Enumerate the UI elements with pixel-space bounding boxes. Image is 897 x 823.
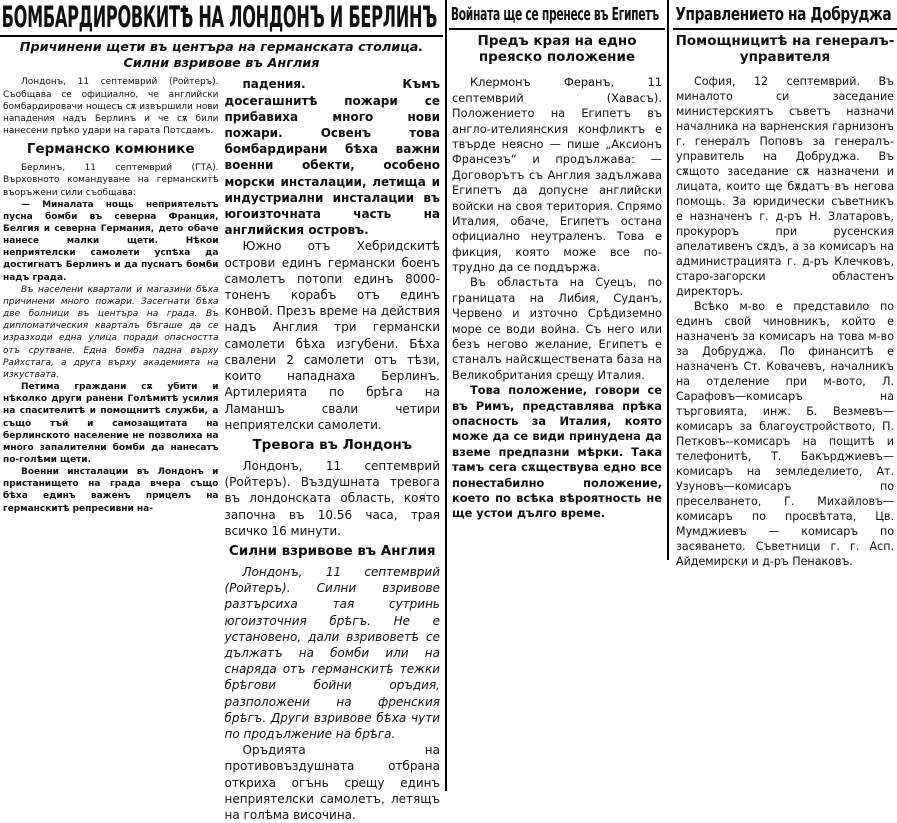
paragraph: Клермонъ Феранъ, 11 септемврий (Хавасъ). Положението на Египетъ въ англо-ителиянския конфликтъ е твърде неясно — пише „Аксионъ Франсезъ“ и продължава: — Договорътъ съ Англия задължава Египетъ да допусне английски войски на своя територия. Спрямо Италия, обаче, Египетъ остана официално неутраленъ. Това е фикция, която може все по-трудно да се поддържа. — [452, 75, 662, 275]
paragraph: Всѣко м-во е представило по единъ свой чиновникъ, който е назначенъ за комисаръ на това м-во за Добруджа. По финанситѣ е назначенъ Ст. Ковачевъ, началникъ на отделение при м-вото, Л. Сарафовъ—комисаръ на търговията, инж. Б. Везмевъ—комисаръ за благоустройството, П. Петковъ--комисаръ на пощитѣ и телефонитѣ, Т. Бакърджиевъ—комисаръ на земледелието, Ат. Узуновъ—комисаръ по преселването, Г. Михайловъ—комисаръ по просвѣтата, Цв. Мумджиевъ — комисаръ по засяването. Съветници г. г. Асп. Айдемирски и д-ръ Пенаковъ. — [676, 300, 894, 568]
paragraph: Военни инсталации въ Лондонъ и пристанището на града вчера също бѣха единъ важенъ прицелъ на германскитѣ репресивни на- — [3, 467, 219, 514]
column-right — [225, 76, 441, 823]
paragraph: — Миналата нощь неприятельтъ пусна бомби въ северна Франция, Белгия и северна Германия, дето обаче нанесе малки щети. Нѣкои неприятелски самолети успѣха да достигнатъ Берлинъ и да пуснатъ бомби надъ града. — [3, 199, 219, 283]
paragraph: Петима граждани сѫ убити и нѣколко други ранени Голѣмитѣ усилия на спасителитѣ и помощнитѣ служби, а също тъй и самозащитата на берлинското население не позволиха на много запалителни бомби да нанесатъ по-голѣми щети. — [3, 382, 219, 465]
paragraph: Лондонъ, 11 септемврий (Ройтеръ). Въздушната тревога въ лондонската область, която започна въ 10.56 часа, трая всичко 16 минути. — [224, 458, 440, 538]
divider — [0, 35, 443, 37]
paragraph: София, 12 септемврий. Въ миналото си заседание министерскиятъ съветъ назначи началника на варненския гарнизонъ г. генералъ Поповъ за генералъ-управитель на Добруджа. Въ сѫщото заседание сѫ назначени и лицата, които ще бѫдатъ въ негова помощь. За юридически съветникъ е назначенъ г. д-ръ Н. Златаровъ, прокуроръ при русенския апелативенъ сѫдъ, а за комисаръ на администрацията г. д-ръ Клечковъ, старо-загорски областенъ директоръ. — [676, 75, 894, 299]
subhead-dobrudzha: Помощницитѣ на генералъ-управителя — [675, 33, 895, 66]
section-heading: Тревога въ Лондонъ — [252, 436, 413, 453]
article-dobrudzha — [673, 0, 897, 600]
paragraph: Лондонъ, 11 септемврий (Ройтеръ). Съобщава се официално, че английски бомбардировачи нощесъ сѫ извършили нови нападения надъ Берлинъ и че сѫ били нанесени прѣко удари на гарата Потсдамъ. — [3, 77, 219, 137]
paragraph: падения. Къмъ досегашнитѣ пожари се прибавиха много нови пожари. Освенъ това бомбардирани бѣха важни военни обекти, особено морски инсталации, летища и индустриални инсталации въ югоизточната часть на английския островъ. — [224, 77, 440, 238]
column-left — [3, 76, 219, 823]
headline-dobrudzha: Управлението на Добруджа — [675, 5, 892, 25]
headline-bombings: БОМБАРДИРОВКИТѢ НА ЛОНДОНЪ И БЕРЛИНЪ — [1, 0, 438, 34]
divider — [449, 28, 665, 30]
article-bombings-body — [0, 76, 443, 823]
paragraph: Въ населени квартали и магазини бѣха причинени много пожари. Засегнати бѣха две болници въ центъра на града. Въ дипломатическия кварталъ бѣгаше да се изразходи една улица поради опасността отъ срутване. Една бомба падна върху Райхстага, а друга върху академията на изкуствата. — [3, 284, 219, 380]
paragraph: Въ областьта на Суецъ, по границата на Либия, Суданъ, Червено и източно Срѣдиземно море се води война. Съ него или безъ негово желание, Египетъ е станалъ найсѫществената база на Великобритания срещу Италия. — [452, 275, 662, 382]
subhead-bombings: Причинени щети въ центъра на германската столица. Силни взривове въ Англия — [19, 40, 424, 72]
column-divider — [667, 0, 669, 560]
article-dobrudzha-body — [673, 75, 897, 569]
paragraph: Оръдията на противовъздушната отбрана откриха огънь срещу единъ неприятелски самолетъ, летящъ на голѣма височина. — [224, 743, 440, 822]
subhead-egypt: Предъ края на едно преяско положение — [477, 33, 637, 66]
paragraph: Южно отъ Хебридскитѣ острови единъ германски боенъ самолетъ потопи единъ 8000-тоненъ корабъ отъ единъ конвой. Презъ време на действия надъ Англия три германски самолети бѣха изгубени. Бѣха свалени 2 самолети отъ тѣзи, които нападнаха Берлинъ. Артилерията по брѣга на Ламаншъ свали четири неприятелски самолети. — [224, 239, 440, 432]
paragraph: Лондонъ, 11 септемврий (Ройтеръ). Силни взривове разтърсиха тая сутринь югоизточния брѣгъ. Не е установено, дали взривоветѣ се дължатъ на бомби или на снаряда отъ германскитѣ тежки брѣгови бойни оръдия, разположени на френския брѣгъ. Други взривове бѣха чути по продължение на брѣга. — [224, 564, 440, 741]
paragraph: Това положение, говори се въ Римъ, представлява прѣка опасность за Италия, която може да се види принудена да вземе предпазни мѣрки. Така тамъ сега сѫществува едно все понестабилно положение, което по всѣка вѣроятность не ще устои дълго време. — [452, 383, 662, 521]
article-egypt-body — [449, 75, 665, 521]
section-heading: Силни взривове въ Англия — [228, 542, 436, 559]
headline-egypt: Войната ще се пренесе въ Египетъ — [450, 5, 659, 25]
section-heading: Германско комюнике — [26, 141, 195, 158]
paragraph: Берлинъ, 11 септемврий (ГТА). Върховното командуване на германскитѣ въоръжени сили съобщава: — [3, 163, 219, 198]
column-divider — [445, 0, 447, 791]
article-egypt — [449, 0, 665, 560]
divider — [673, 28, 897, 30]
article-bombings — [0, 0, 443, 822]
